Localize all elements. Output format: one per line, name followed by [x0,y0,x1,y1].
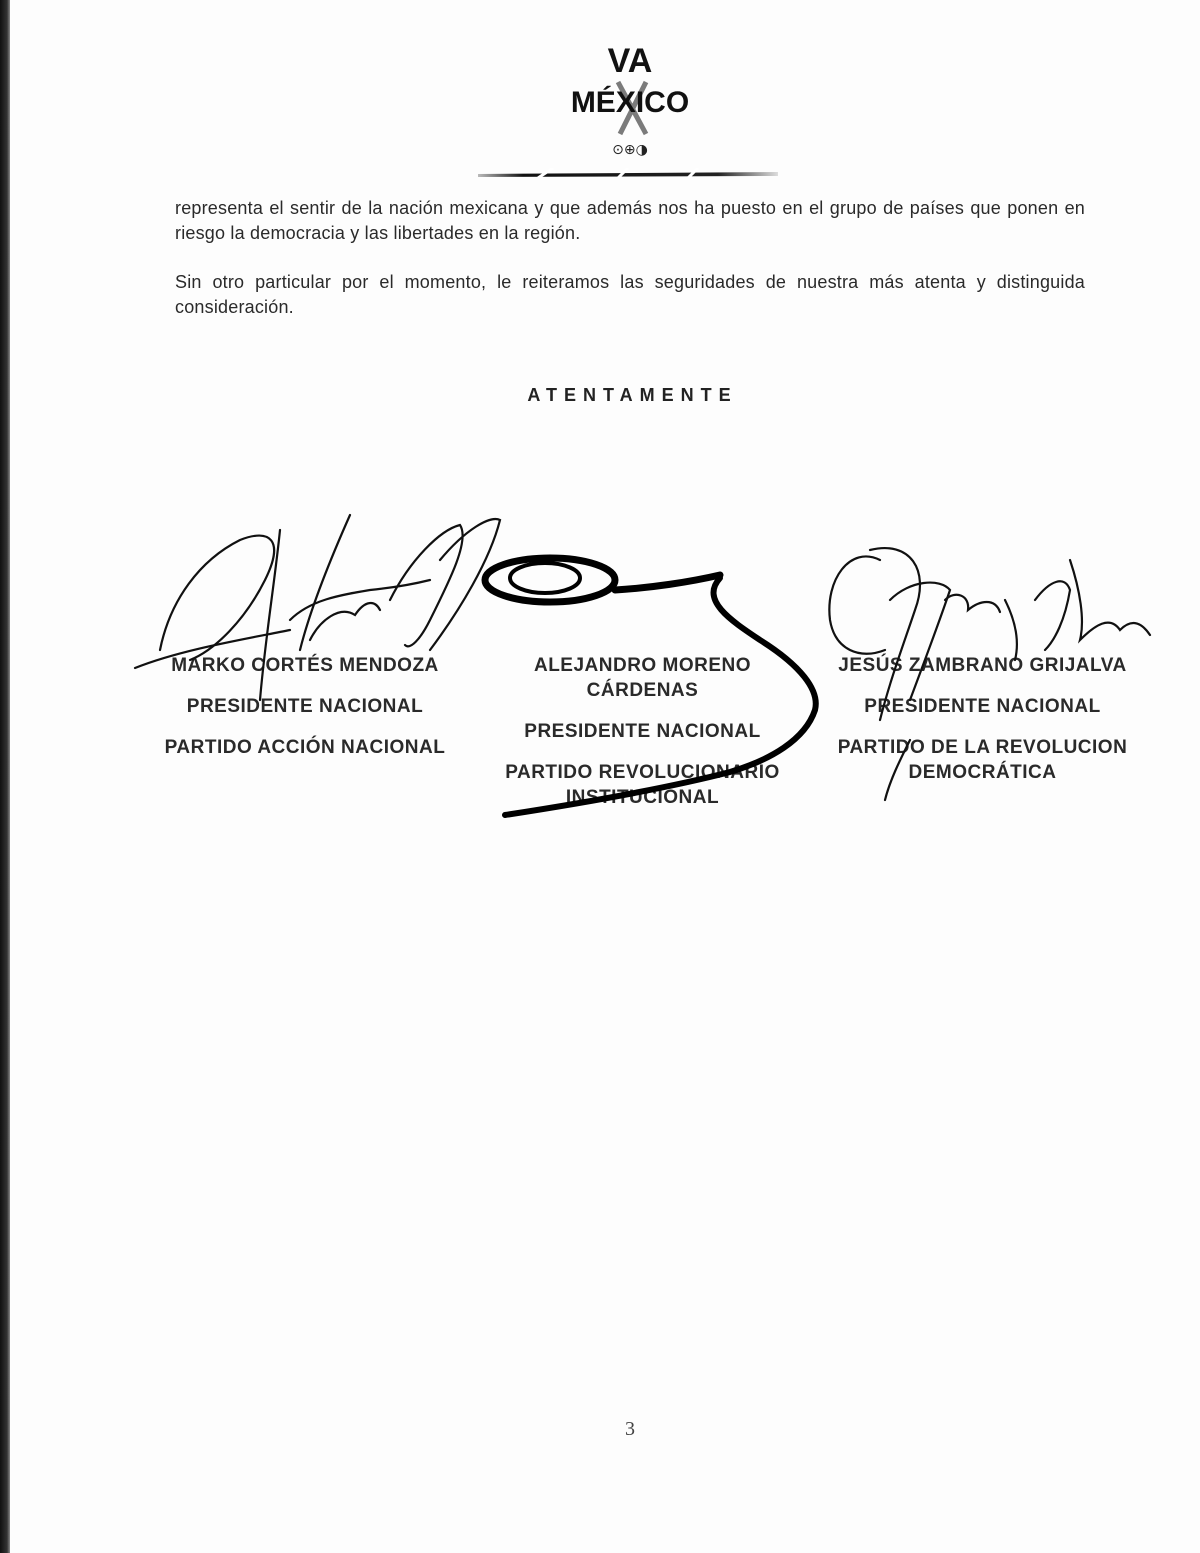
signatory-party: PARTIDO ACCIÓN NACIONAL [164,737,446,758]
signatory-title: PRESIDENTE NACIONAL [864,696,1101,717]
signatory-title: PRESIDENTE NACIONAL [186,696,424,717]
scan-edge [0,0,10,1553]
signatory-name: ALEJANDRO MORENO CÁRDENAS [533,655,751,701]
signatory-title: PRESIDENTE NACIONAL [524,721,761,742]
signatory-block-3 [810,653,1155,785]
page-number: 3 [625,1418,635,1440]
signatory-name: JESÚS ZAMBRANO GRIJALVA [838,655,1127,676]
logo-line2: MÉXICO [570,86,690,119]
signatory-name: MARKO CORTÉS MENDOZA [171,655,439,676]
logo-line1: VA [607,42,653,80]
signatory-party: PARTIDO DE LA REVOLUCION DEMOCRÁTICA [837,737,1128,783]
signatory-block-2 [485,653,800,810]
va-mexico-logo [550,38,710,163]
closing-word: ATENTAMENTE [527,385,738,405]
signatory-party: PARTIDO REVOLUCIONARIO INSTITUCIONAL [505,762,780,808]
document-page [10,0,1200,1553]
logo-party-marks: ⊙⊕◑ [612,142,648,158]
signatory-block-1 [140,653,470,760]
body-paragraph-1: representa el sentir de la nación mexicana y que además nos ha puesto en el grupo de países que ponen en riesgo la democracia y las libertades en la región. [175,198,1085,243]
logo-divider [478,168,778,178]
body-paragraph-2: Sin otro particular por el momento, le reiteramos las seguridades de nuestra más atenta y distinguida consideración. [175,272,1085,317]
